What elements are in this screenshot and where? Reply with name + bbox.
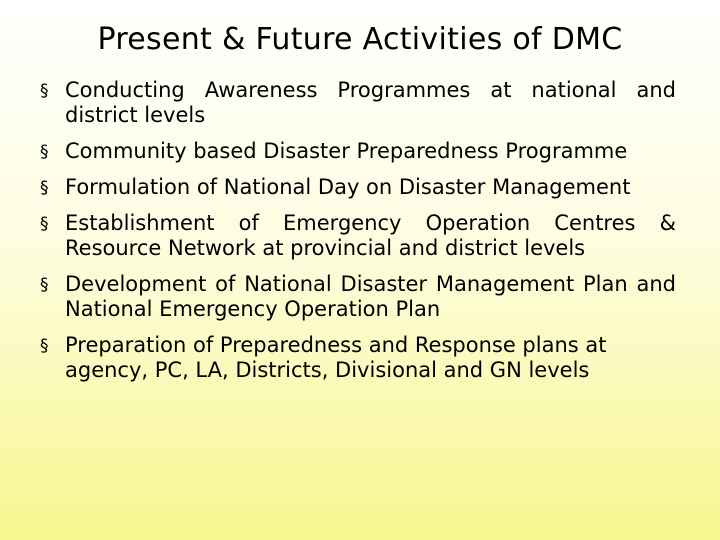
bullet-marker-icon: § [40,81,49,101]
bullet-item [40,333,676,383]
bullet-text: Establishment of Emergency Operation Centres & Resource Network at provincial and district levels [65,211,676,260]
bullet-item [40,272,676,322]
bullet-item [40,78,676,128]
bullet-text: Conducting Awareness Programmes at national and district levels [65,78,676,127]
bullet-text: Development of National Disaster Management Plan and National Emergency Operation Plan [65,272,676,321]
bullet-marker-icon: § [40,214,49,234]
bullet-text: Community based Disaster Preparedness Programme [65,139,628,163]
bullet-item [40,139,676,164]
bullet-text: Preparation of Preparedness and Response plans at agency, PC, LA, Districts, Divisional and GN levels [65,333,607,382]
bullet-marker-icon: § [40,178,49,198]
bullet-marker-icon: § [40,275,49,295]
bullet-text: Formulation of National Day on Disaster Management [65,175,631,199]
bullet-list [40,78,676,394]
bullet-marker-icon: § [40,336,49,356]
slide-title: Present & Future Activities of DMC [97,22,623,57]
bullet-marker-icon: § [40,142,49,162]
bullet-item [40,175,676,200]
bullet-item [40,211,676,261]
